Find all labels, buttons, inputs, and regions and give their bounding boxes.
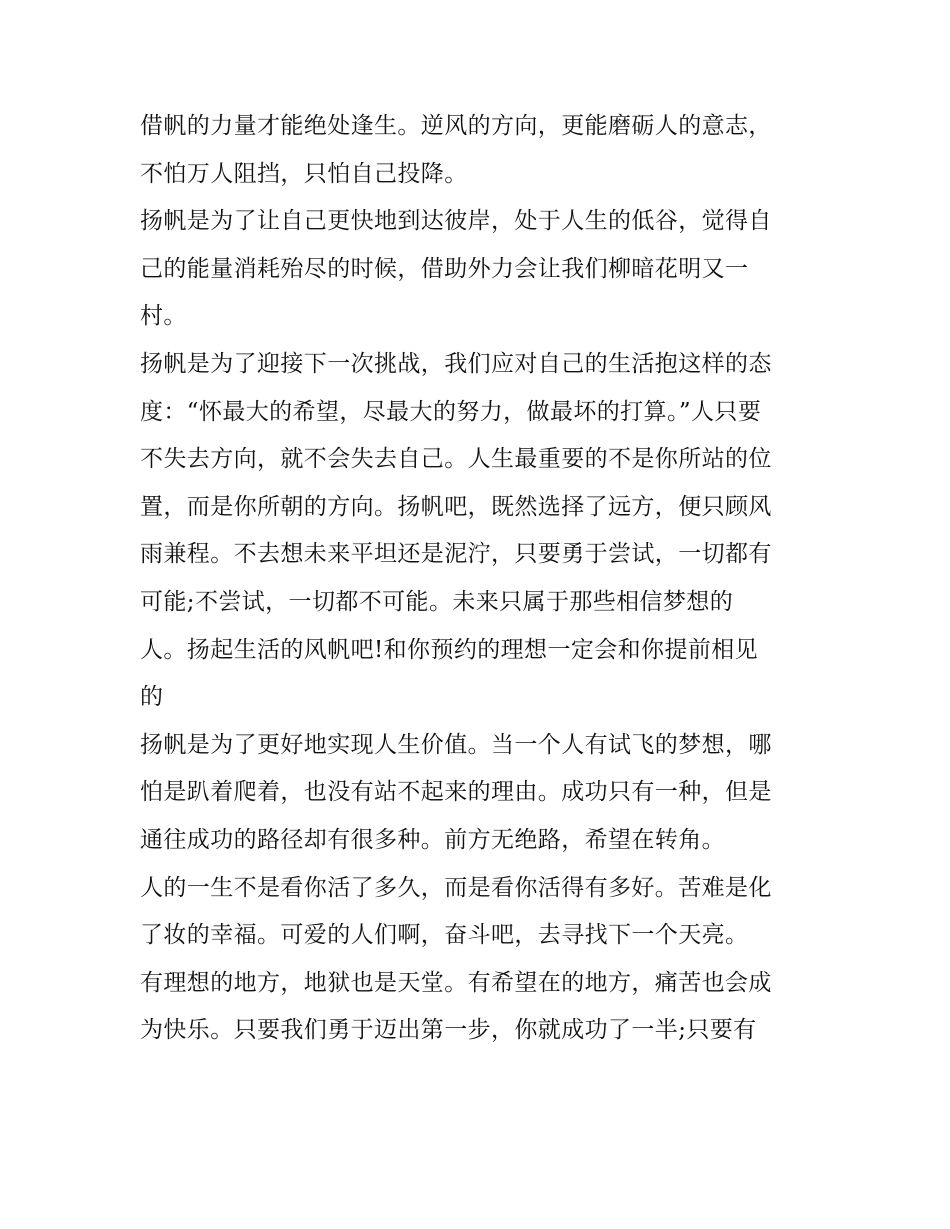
text-line: 扬帆是为了让自己更快地到达彼岸，处于人生的低谷，觉得自	[140, 208, 772, 235]
text-line: 雨兼程。不去想未来平坦还是泥泞，只要勇于尝试，一切都有	[140, 541, 772, 568]
text-line: 有理想的地方，地狱也是天堂。有希望在的地方，痛苦也会成	[140, 969, 772, 996]
text-line: 可能;不尝试，一切都不可能。未来只属于那些相信梦想的	[140, 588, 734, 615]
text-line: 扬帆是为了更好地实现人生价值。当一个人有试飞的梦想，哪	[140, 731, 772, 758]
document-body	[140, 103, 820, 1055]
text-line: 怕是趴着爬着，也没有站不起来的理由。成功只有一种，但是	[140, 779, 772, 806]
text-line: 的	[140, 684, 164, 711]
text-line: 人的一生不是看你活了多久，而是看你活得有多好。苦难是化	[140, 874, 772, 901]
text-line: 度：“怀最大的希望，尽最大的努力，做最坏的打算。”人只要	[140, 398, 762, 425]
text-line: 己的能量消耗殆尽的时候，借助外力会让我们柳暗花明又一	[140, 255, 749, 282]
text-line: 扬帆是为了迎接下一次挑战，我们应对自己的生活抱这样的态	[140, 350, 772, 377]
text-line: 不怕万人阻挡，只怕自己投降。	[140, 160, 468, 187]
text-line: 村。	[140, 303, 187, 330]
text-line: 置，而是你所朝的方向。扬帆吧，既然选择了远方，便只顾风	[140, 493, 772, 520]
text-line: 为快乐。只要我们勇于迈出第一步，你就成功了一半;只要有	[140, 1017, 757, 1044]
text-line: 通往成功的路径却有很多种。前方无绝路，希望在转角。	[140, 826, 725, 853]
text-line: 不失去方向，就不会失去自己。人生最重要的不是你所站的位	[140, 446, 772, 473]
text-line: 借帆的力量才能绝处逢生。逆风的方向，更能磨砺人的意志，	[140, 113, 772, 139]
text-line: 了妆的幸福。可爱的人们啊，奋斗吧，去寻找下一个天亮。	[140, 922, 749, 949]
text-line: 人。扬起生活的风帆吧!和你预约的理想一定会和你提前相见	[140, 636, 759, 663]
